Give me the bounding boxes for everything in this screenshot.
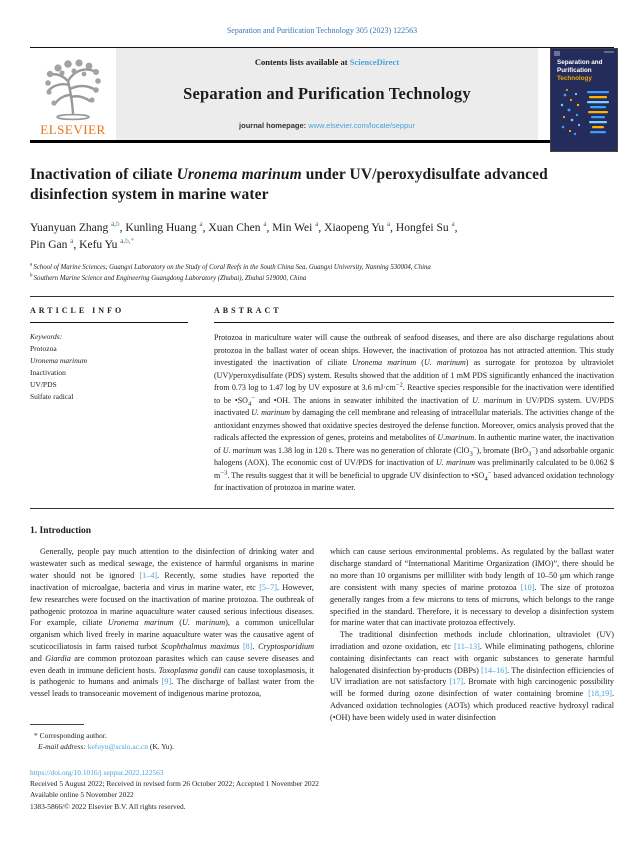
keywords-label: Keywords: <box>30 332 63 342</box>
homepage-prefix: journal homepage: <box>239 121 309 130</box>
homepage-line <box>124 121 530 130</box>
article-info-heading: ARTICLE INFO <box>30 306 125 316</box>
cover-title <box>557 59 613 83</box>
cover-corner-mark <box>554 51 560 56</box>
cover-corner-mark2 <box>604 51 614 53</box>
abstract-text: Protozoa in mariculture water will cause the outbreak of seafood diseases, and there are also discharge regulations about protozoa in the ballast water of ocean ships. However, the inactivation of protozoa has not attracted attention. This study investigated the inactivation of ciliate Uronema marinum (U. marinum) as surrogate for protozoa by ultraviolet (UV)/peroxydisulfate (PDS) system. Results showed that the addition of 1 mM PDS significantly enhanced the inactivation from 0.73 log to 1.47 log by UV exposure at 3.6 $mJ\cdot cm^{-2}$. Reactive species responsible for the inactivation were identified to be $•SO_4^-$ and •OH. The anions in seawater inhibited the inactivation of U. marinum in UV/PDS system. UV/PDS inactivated U. marinum by damaging the cell membrane and releasing of intracellular materials. The activities change of the antioxidant enzymes showed that oxidative species destroyed the defense function. Moreover, omics analysis proved that the radicals affected the expression of genes, proteins and metabolites of U.marinum. In authentic marine water, the inactivation of U. marinum was 1.38 log in 120 s. There was no generation of chlorate (ClO$_3$−), bromate (BrO$_3$−) and adsorbable organic halogens (AOX). The economic cost of UV/PDS for inactivation of U. marinum was preliminarily calculated to be 0.062 $ $m^{-3}$. The results suggest that it will be beneficial to upgrade UV disinfection to $•SO_4^-$ based advanced oxidation technology for inactivation of protozoa in marine water. <box>214 333 615 492</box>
article-info-column <box>30 306 188 494</box>
keyword-inactivation: Inactivation <box>30 368 66 378</box>
abstract-column <box>214 306 614 494</box>
abstract-heading: ABSTRACT <box>214 306 282 316</box>
available-online: Available online 5 November 2022 <box>30 790 134 800</box>
affiliation-a: $^a$ School of Marine Sciences, Guangxi Laboratory on the Study of Coral Reefs in the South China Sea, Guangxi University, Nanning 530004, China <box>30 262 431 271</box>
journal-masthead <box>116 48 538 140</box>
journal-cover-thumbnail[interactable] <box>550 48 618 152</box>
intro-paragraph-right-2: The traditional disinfection methods include chlorination, ultraviolet (UV) irradiation and ozone oxidation, etc [11–13]. While eliminating pathogens, chlorine containing disinfectants can react with organic substances to generate harmful halogenated disinfection by-products (DBPs) [14–16]. The disinfection efficiencies of UV irradiation are not satisfactory [17]. Bromate with high carcinogenic possibility will be formed during ozone disinfection of water containing bromine [18,19]. Advanced oxidation technologies (AOTs) which produced reactive hydroxyl radical (•OH) have been widely used in water disinfection <box>330 630 614 722</box>
cover-title-line2: Purification <box>557 66 592 74</box>
keyword-uronema-marinum: Uronema marinum <box>30 356 88 366</box>
author-list: Yuanyuan Zhang $^{a,b}$, Kunling Huang $^a$, Xuan Chen $^a$, Min Wei $^a$, Xiaopeng Yu $^a$, Hongfei Su $^a$, Pin Gan $^a$, Kefu Yu $^{a,b,*}$ <box>30 220 458 251</box>
article-info-rule <box>30 322 188 323</box>
info-abstract-grid <box>30 306 614 494</box>
contents-prefix: Contents lists available at <box>254 57 350 67</box>
email-line: E-mail address: kefuyu@scsio.ac.cn (K. Yu). <box>38 742 174 752</box>
keyword-sulfate-radical: Sulfate radical <box>30 392 74 402</box>
abstract-bottom-rule <box>30 508 614 509</box>
received-dates: Received 5 August 2022; Received in revised form 26 October 2022; Accepted 1 November 2022 <box>30 779 319 788</box>
keyword-protozoa: Protozoa <box>30 344 57 354</box>
left-column <box>30 546 314 752</box>
elsevier-tree-icon <box>44 59 102 121</box>
journal-citation: Separation and Purification Technology 305 (2023) 122563 <box>226 26 418 35</box>
elsevier-logo[interactable] <box>30 48 116 140</box>
footnote-rule <box>30 724 84 725</box>
homepage-link[interactable]: www.elsevier.com/locate/seppur <box>308 121 415 130</box>
info-top-rule <box>30 296 614 297</box>
intro-paragraph-right-1: which can cause serious environmental problems. As regulated by the ballast water discharge standard of “International Maritime Organization (IMO)”, there should be no more than 10 organisms per milliliter with body length of 10–50 μm which range are consistent with many species of marine protozoa [10]. The size of protozoa generally ranges from a few microns to tens of microns, which belongs to the range specified in the standard. Therefore, it is necessary to develop a disinfection system for marine water that can inactivate protozoa effectively. <box>330 547 614 628</box>
corresponding-author-footnote <box>30 724 314 753</box>
elsevier-wordmark: ELSEVIER <box>40 122 106 137</box>
article-footer <box>30 767 614 813</box>
sciencedirect-link[interactable]: ScienceDirect <box>349 57 400 67</box>
cover-title-line3: Technology <box>557 74 592 82</box>
article-title: Inactivation of ciliate Uronema marinum under UV/peroxydisulfate advanced disinfection system in marine water <box>30 166 548 204</box>
right-column <box>330 546 614 752</box>
affiliation-b: $^b$ Southern Marine Science and Engineering Guangdong Laboratory (Zhuhai), Zhuhai 519000, China <box>30 273 307 282</box>
corresponding-author-line <box>30 730 314 741</box>
header-thick-rule <box>30 140 614 143</box>
corresponding-author-text: * Corresponding author. <box>34 731 107 741</box>
abstract-rule <box>214 322 614 323</box>
cover-title-line1: Separation and <box>557 59 603 66</box>
journal-title: Separation and Purification Technology <box>183 84 471 103</box>
contents-line <box>124 57 530 67</box>
journal-header <box>30 48 614 143</box>
issn-copyright: 1383-5866/© 2022 Elsevier B.V. All rights reserved. <box>30 801 186 811</box>
doi-link[interactable]: https://doi.org/10.1016/j.seppur.2022.122563 <box>30 767 164 777</box>
keyword-uv-pds: UV/PDS <box>30 380 57 390</box>
intro-paragraph-left: Generally, people pay much attention to the disinfection of drinking water and wastewater such as medical sewage, the existence of harmful organisms in marine water should not be ignored [1–4]. Recently, some studies have reported the inactivation of microalgae, bacteria and virus in marine water, etc [5–7]. However, few researches were focused on the inactivation of marine protozoa. The outbreak of pathogenic protozoa in marine aquaculture water caused serious infectious diseases. For example, ciliate Uronema marinum (U. marinum), a common unicellular organism which lived freely in marine aquaculture water was the causative agent of scuticociliatosis in farm raised turbot Scophthalmus maximus [8]. Cryptosporidium and Giardia are common protozoan parasites which can cause severe diseases and even death in immune deficient hosts. Toxoplasma gondii can cause toxoplasmosis, it is pathogenic to humans and animals [9]. The discharge of ballast water from the vessel leads to transoceanic movement of indigenous marine protozoa, <box>30 547 315 699</box>
introduction-heading: 1. Introduction <box>30 526 92 537</box>
affiliations <box>30 263 614 285</box>
body-columns <box>30 546 614 752</box>
cover-art <box>557 87 615 139</box>
